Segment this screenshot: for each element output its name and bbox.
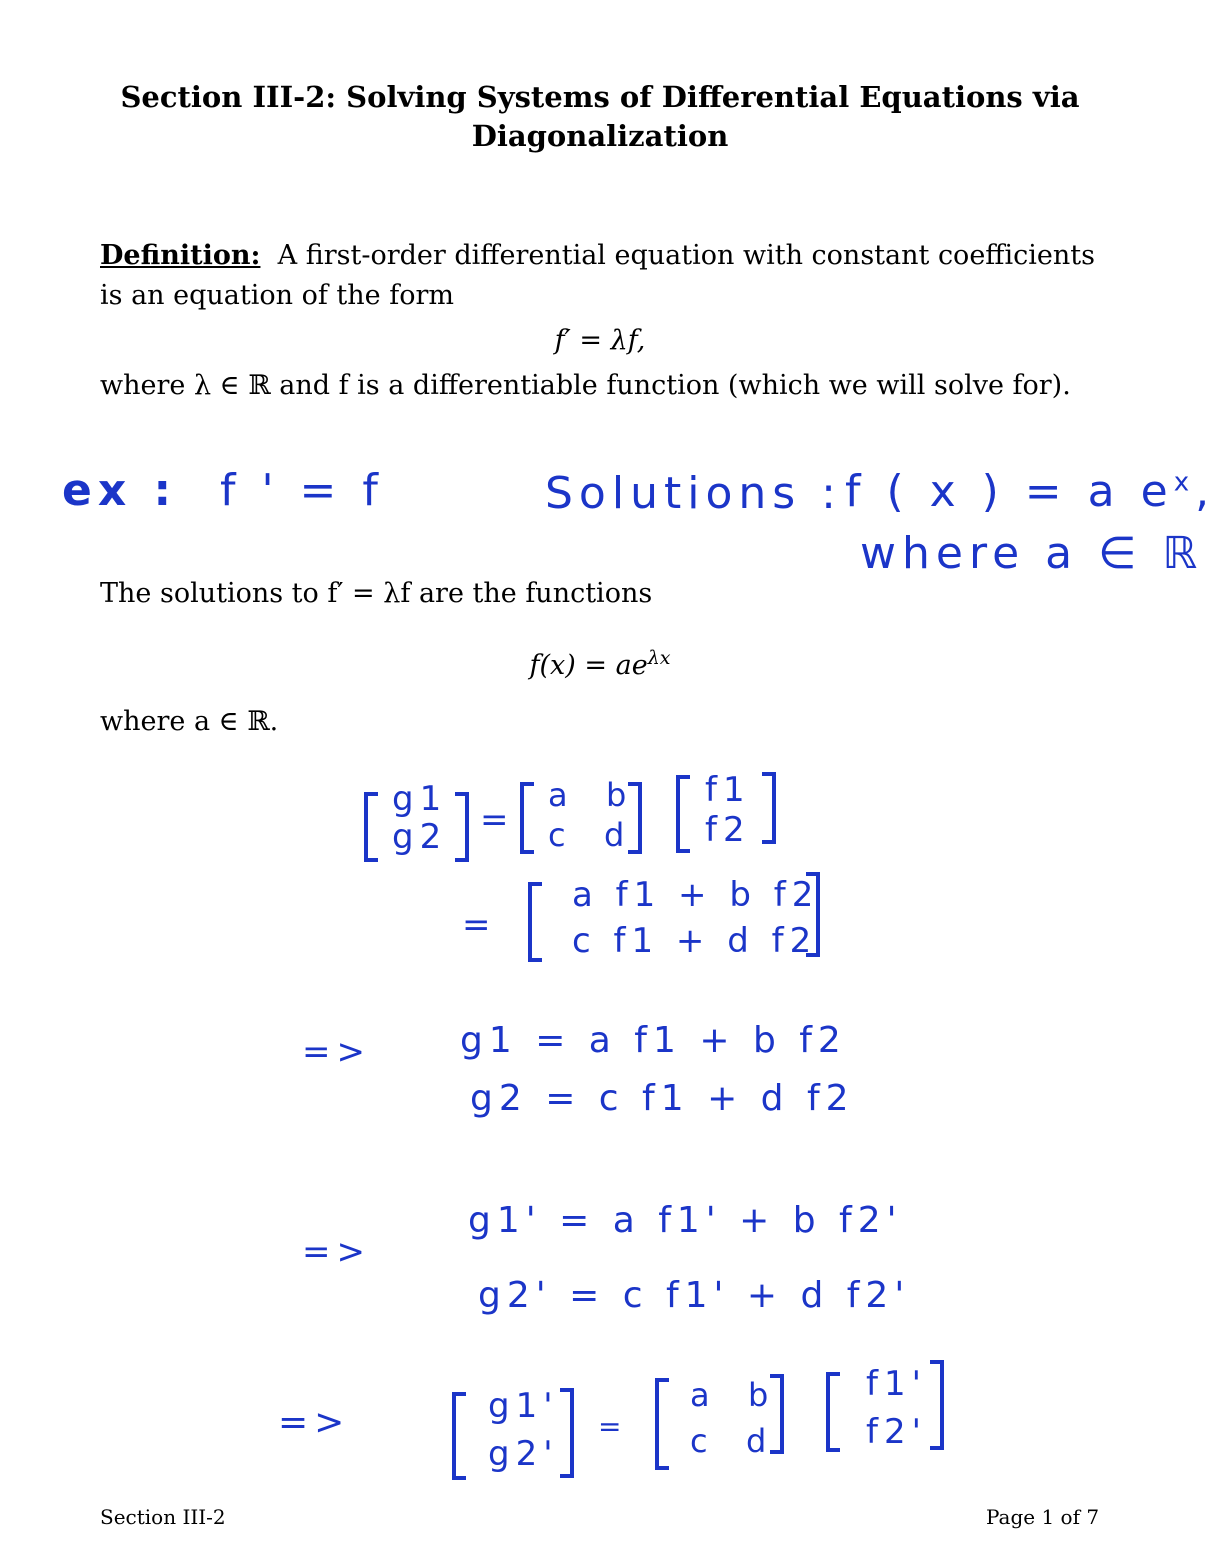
hw-d-2: d: [745, 1422, 773, 1460]
hw-solution-comma: ,: [1195, 466, 1215, 517]
definition-line-3: where λ ∈ ℝ and f is a differentiable function (which we will solve for).: [100, 370, 1071, 401]
hw-a-2: a: [690, 1376, 716, 1414]
hw-equals-3: =: [598, 1410, 628, 1443]
hw-bracket-fp-right: [930, 1360, 944, 1450]
hw-bracket-product-right: [806, 872, 820, 957]
section-title-line-2: Diagonalization: [471, 119, 729, 153]
hw-bracket-abcd-right: [628, 782, 642, 854]
hw-f1-prime: f1': [866, 1364, 927, 1404]
hw-system2-row-2: g2' = c f1' + d f2': [478, 1275, 911, 1316]
hw-solution-where: where a ∈ ℝ: [860, 528, 1204, 579]
hw-g2: g2: [392, 817, 448, 857]
hw-ex-equation: f ' = f: [220, 465, 384, 516]
definition-label: Definition:: [100, 240, 261, 271]
hw-g2-prime: g2': [488, 1434, 559, 1474]
hw-implies-2: =>: [302, 1232, 371, 1272]
section-title-line-1: Section III-2: Solving Systems of Differential Equations via: [120, 80, 1080, 114]
hw-bracket-g-left: [364, 792, 378, 862]
hw-gp-vector: [488, 1382, 559, 1478]
solutions-line-1: The solutions to f′ = λf are the functions: [100, 578, 653, 609]
hw-abcd-matrix-2: [690, 1372, 774, 1464]
hw-solutions-label: Solutions :: [545, 468, 842, 519]
footer-page-number: Page 1 of 7: [986, 1505, 1100, 1529]
hw-solution-eq-text: f ( x ) = a e: [845, 466, 1174, 517]
hw-product-row-1: a f1 + b f2: [572, 875, 820, 915]
definition-line-2: is an equation of the form: [100, 280, 454, 311]
hw-bracket-abcd-left: [520, 782, 534, 854]
solutions-equation-base: f(x) = ae: [529, 650, 648, 681]
hw-ex-label: ex :: [62, 465, 178, 516]
hw-bracket-fp-left: [826, 1372, 840, 1452]
hw-bracket-f-right: [762, 772, 776, 844]
hw-d: d: [603, 816, 631, 854]
footer-section: Section III-2: [100, 1505, 226, 1529]
hw-f-vector: [705, 770, 751, 850]
hw-f1: f1: [705, 770, 751, 810]
hw-g1-prime: g1': [488, 1386, 559, 1426]
hw-system1-row-1: g1 = a f1 + b f2: [460, 1020, 847, 1061]
hw-equals-2: =: [462, 905, 497, 945]
hw-bracket-abcd2-left: [655, 1378, 669, 1470]
hw-b-2: b: [747, 1376, 775, 1414]
definition-equation: f′ = λf,: [554, 325, 646, 356]
hw-abcd-matrix: [548, 775, 632, 855]
hw-c: c: [548, 816, 572, 854]
hw-solution-exponent: x: [1173, 467, 1196, 498]
hw-fp-vector: [866, 1360, 927, 1456]
hw-implies-3: =>: [278, 1402, 351, 1443]
hw-c-2: c: [690, 1422, 714, 1460]
hw-product-row-2: c f1 + d f2: [572, 921, 818, 961]
hw-equals-1: =: [480, 800, 515, 840]
hw-system1-row-2: g2 = c f1 + d f2: [470, 1078, 855, 1119]
hw-f2: f2: [705, 810, 751, 850]
hw-g-vector: [392, 780, 447, 856]
hw-bracket-g-right: [455, 792, 469, 862]
hw-bracket-abcd2-right: [770, 1374, 784, 1454]
solutions-line-2: where a ∈ ℝ.: [100, 706, 279, 737]
hw-implies-1: =>: [302, 1032, 371, 1072]
hw-b: b: [605, 776, 633, 814]
hw-system2-row-1: g1' = a f1' + b f2': [468, 1200, 903, 1241]
definition-line-1: [100, 236, 1095, 276]
hw-bracket-f-left: [676, 775, 690, 853]
hw-product-vector: [572, 872, 819, 964]
hw-g1: g1: [392, 779, 448, 819]
definition-text-1: A first-order differential equation with constant coefficients: [277, 240, 1095, 271]
hw-solution-equation: [845, 466, 1215, 517]
hw-a: a: [548, 776, 574, 814]
hw-bracket-gp-right: [560, 1388, 574, 1478]
solutions-equation: [0, 638, 1200, 686]
solutions-equation-exponent: λx: [647, 647, 671, 669]
hw-f2-prime: f2': [866, 1412, 927, 1452]
hw-bracket-gp-left: [452, 1392, 466, 1480]
hw-bracket-product-left: [528, 882, 542, 962]
